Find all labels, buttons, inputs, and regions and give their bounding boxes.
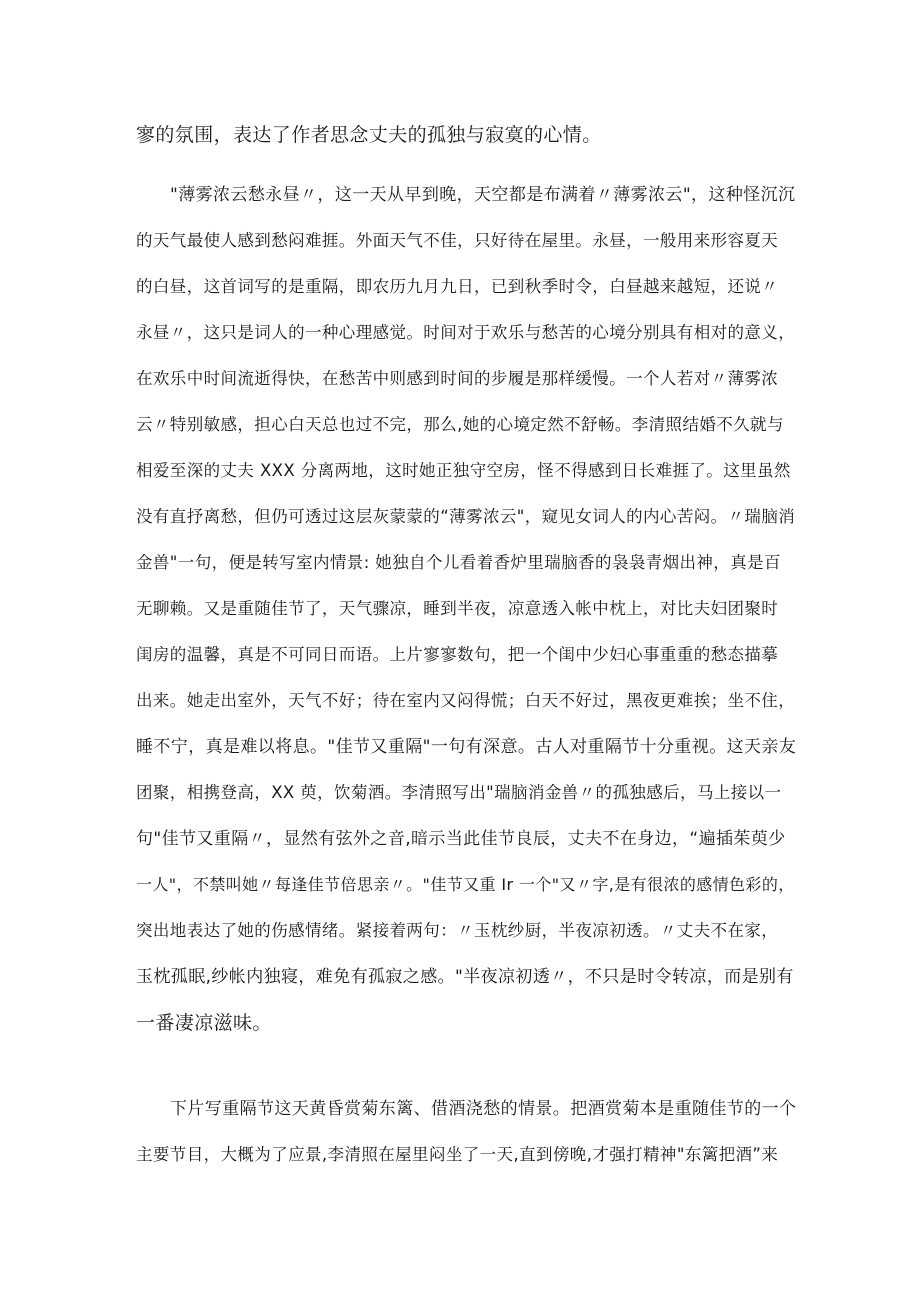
text-line: 突出地表达了她的伤感情绪。紧接着两句：〃玉枕纱厨，半夜凉初透。〃丈夫不在家， xyxy=(136,921,779,940)
text-line: 一番凄凉滋味。 xyxy=(136,1012,272,1034)
text-line: "薄雾浓云愁永昼〃，这一天从早到晚，天空都是布满着〃薄雾浓云"，这种怪沉沉 xyxy=(170,185,796,205)
text-line: 句"佳节又重隔〃，显然有弦外之音,暗示当此佳节良辰，丈夫不在身边，“遍插茱萸少 xyxy=(136,829,786,849)
text-line: 出来。她走出室外，天气不好；待在室内又闷得慌；白天不好过，黑夜更难挨；坐不住， xyxy=(136,691,796,710)
text-line: 玉枕孤眠,纱帐内独寝，难免有孤寂之感。"半夜凉初透〃，不只是时令转凉，而是别有 xyxy=(136,967,794,987)
text-line: 闺房的温馨，真是不可同日而语。上片寥寥数句，把一个闺中少妇心事重重的愁态描摹 xyxy=(136,645,779,664)
text-line: 的白昼，这首词写的是重隔，即农历九月九日，已到秋季时令，白昼越来越短，还说〃 xyxy=(136,277,779,296)
text-line: 团聚，相携登高，XX 萸，饮菊酒。李清照写出"瑞脑消金兽〃的孤独感后，马上接以一 xyxy=(136,783,782,802)
text-line: 没有直抒离愁，但仍可透过这层灰蒙蒙的“薄雾浓云"，窥见女词人的内心苦闷。〃瑞脑消 xyxy=(136,507,796,526)
text-line: 寥的氛围，表达了作者思念丈夫的孤独与寂寞的心情。 xyxy=(136,124,602,146)
text-line: 下片写重隔节这天黄昏赏菊东篱、借酒浇愁的情景。把酒赏菊本是重随佳节的一个 xyxy=(170,1099,797,1119)
text-line: 无聊赖。又是重随佳节了，天气骤凉，睡到半夜，凉意透入帐中枕上，对比夫妇团聚时 xyxy=(136,599,779,618)
text-line: 相爱至深的丈夫 XXX 分离两地，这时她正独守空房，怪不得感到日长难捱了。这里虽然 xyxy=(136,461,791,480)
text-line: 金兽"一句，便是转写室内情景: 她独自个儿看着香炉里瑞脑香的袅袅青烟出神，真是百 xyxy=(136,553,781,572)
text-line: 一人"，不禁叫她〃每逢佳节倍思亲〃。"佳节又重 Ir 一个"又〃字,是有很浓的感情色彩的， xyxy=(136,875,795,894)
text-line: 睡不宁，真是难以将息。"佳节又重隔"一句有深意。古人对重隔节十分重视。这天亲友 xyxy=(136,737,797,757)
text-line: 的天气最使人感到愁闷难捱。外面天气不佳，只好待在屋里。永昼，一般用来形容夏天 xyxy=(136,231,779,250)
text-line: 云〃特别敏感，担心白天总也过不完，那么,她的心境定然不舒畅。李清照结婚不久就与 xyxy=(136,415,784,434)
text-line: 永昼〃，这只是词人的一种心理感觉。时间对于欢乐与愁苦的心境分别具有相对的意义， xyxy=(136,323,796,342)
text-line: 在欢乐中时间流逝得快，在愁苦中则感到时间的步履是那样缓慢。一个人若对〃薄雾浓 xyxy=(136,369,779,388)
text-line: 主要节目，大概为了应景,李清照在屋里闷坐了一天,直到傍晚,才强打精神"东篱把酒”来 xyxy=(136,1145,779,1164)
